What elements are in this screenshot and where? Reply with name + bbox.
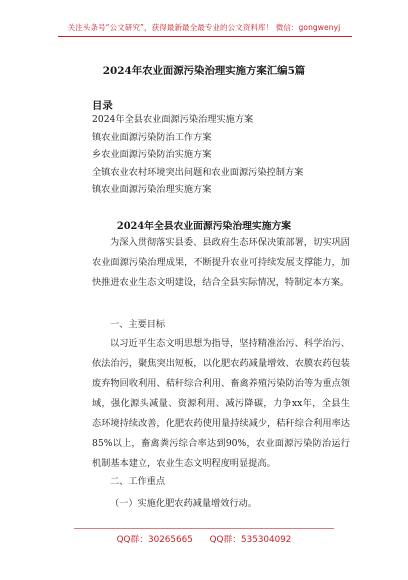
header-divider <box>58 36 352 37</box>
toc-item[interactable]: 2024年全县农业面源污染治理实施方案 <box>92 114 254 125</box>
main-goal-paragraph: 以习近平生态文明思想为指导，坚持精准治污、科学治污、依法治污，聚焦突出短板，以化肥农药减量增效、农膜农药包装废弃物回收利用、秸秆综合利用、畜禽养殖污染防治等为重点领域，强化源头减量、资源利用、减污降碳，力争xx年，全县生态环境持续改善，化肥农药使用量持续减少，秸秆综合利用率达85%以上，畜禽粪污综合率达到90%，农业面源污染防治运行机制基本建立，农业生态文明程度明显提高。 <box>92 338 350 469</box>
footer-qq-group-1: QQ群：30265665 <box>116 535 193 545</box>
footer-contacts <box>0 532 408 545</box>
toc-heading: 目录 <box>92 100 113 112</box>
toc-item[interactable]: 全镇农业农村环境突出问题和农业面源污染控制方案 <box>92 166 304 178</box>
header-notice: 关注头条号“公文研究”，获得最新最全最专业的公文资料库！ 微信：gongwenyj <box>67 23 341 32</box>
action-heading: （一）实施化肥农药减量增效行动。 <box>110 498 257 509</box>
table-of-contents <box>92 111 303 199</box>
toc-item[interactable]: 镇农业面源污染防治工作方案 <box>92 131 212 143</box>
footer-divider <box>74 528 334 529</box>
intro-paragraph: 为深入贯彻落实县委、县政府生态环保决策部署，切实巩固农业面源污染治理成果，不断提升农业可持续发展支撑能力，加快推进农业生态文明建设，结合全县实际情况，特制定本方案。 <box>92 237 350 288</box>
main-goal-heading: 一、主要目标 <box>110 319 166 330</box>
toc-item[interactable]: 乡农业面源污染防治实施方案 <box>92 149 212 160</box>
section-title: 2024年全县农业面源污染治理实施方案 <box>116 221 292 232</box>
footer-qq-group-2: QQ群：535304092 <box>209 535 292 545</box>
toc-item[interactable]: 镇农业面源污染治理实施方案 <box>92 184 212 195</box>
document-title: 2024年农业面源污染治理实施方案汇编5篇 <box>102 65 306 77</box>
focus-heading: 二、工作重点 <box>110 476 166 487</box>
